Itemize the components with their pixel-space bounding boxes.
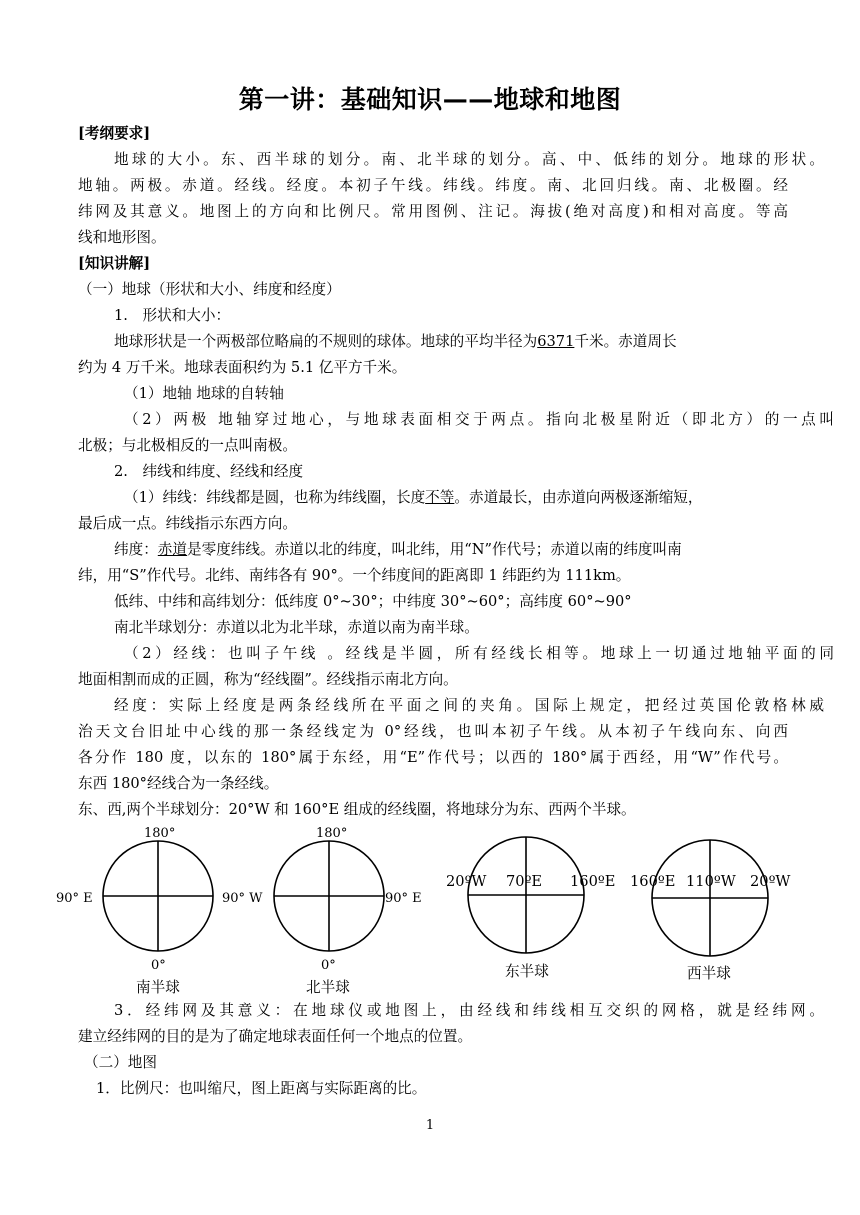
page-number: 1 [425, 1118, 435, 1133]
paragraph-line [78, 487, 834, 509]
east-label-160e: 160ºE [570, 873, 616, 890]
west-label-160e: 160ºE [630, 873, 676, 890]
underlined-text: 赤道 [157, 541, 187, 558]
paragraph-line: 南北半球划分：赤道以北为北半球，赤道以南为南半球。 [114, 619, 479, 636]
text-run: 地球形状是一个两极部位略扁的不规则的球体。地球的平均半径为 [114, 333, 538, 350]
north-caption: 北半球 [306, 979, 350, 996]
west-label-110w: 110ºW [686, 873, 736, 890]
paragraph-line: 1．比例尺：也叫缩尺，图上距离与实际距离的比。 [96, 1080, 427, 1097]
paragraph-line [78, 331, 824, 353]
south-left-label: 90° E [56, 891, 93, 906]
south-right-label: 90° W [222, 891, 263, 906]
section-heading: （二）地图 [84, 1054, 157, 1071]
paragraph-line: （1）地轴 地球的自转轴 [124, 385, 284, 402]
east-label-20w: 20ºW [446, 873, 487, 890]
west-hemisphere-diagram [652, 840, 768, 956]
paragraph-line: 地面相割而成的正圆，称为“经线圈”。经线指示南北方向。 [78, 671, 458, 688]
text-run: 千米。赤道周长 [574, 333, 677, 350]
hemisphere-figure [50, 818, 810, 996]
underlined-text: 不等 [425, 489, 455, 506]
north-right-label: 90° E [385, 891, 422, 906]
west-label-20w: 20ºW [750, 873, 791, 890]
paragraph-line [78, 539, 824, 561]
paragraph-line: 最后成一点。纬线指示东西方向。 [78, 515, 297, 532]
paragraph-line: 3．经纬网及其意义：在地球仪或地图上，由经线和纬线相互交织的网格，就是经纬网。 [114, 1002, 824, 1019]
south-top-label: 180° [144, 826, 176, 841]
south-caption: 南半球 [136, 979, 180, 996]
north-bottom-label: 0° [321, 958, 336, 973]
east-caption: 东半球 [505, 963, 549, 980]
paragraph-line: 低纬、中纬和高纬划分：低纬度 0°~30°；中纬度 30°~60°；高纬度 60°~90° [114, 593, 632, 610]
syllabus-line: 纬网及其意义。地图上的方向和比例尺。常用图例、注记。海拔(绝对高度)和相对高度。等高 [78, 203, 788, 220]
page-title: 第一讲：基础知识——地球和地图 [238, 85, 622, 114]
paragraph-line: 约为 4 万千米。地球表面积约为 5.1 亿平方千米。 [78, 359, 407, 376]
paragraph-line: 经度：实际上经度是两条经线所在平面之间的夹角。国际上规定，把经过英国伦敦格林威 [114, 697, 824, 714]
paragraph-line: （2）两极 地轴穿过地心，与地球表面相交于两点。指向北极星附近（即北方）的一点叫 [124, 411, 834, 428]
paragraph-line: （2）经线：也叫子午线 。经线是半圆，所有经线长相等。地球上一切通过地轴平面的同 [124, 645, 834, 662]
paragraph-line: 建立经纬网的目的是为了确定地球表面任何一个地点的位置。 [78, 1028, 473, 1045]
text-run: 纬度： [114, 541, 158, 558]
south-hemisphere-diagram [103, 841, 213, 951]
underlined-text: 6371 [537, 333, 575, 350]
text-run: 是零度纬线。赤道以北的纬度，叫北纬，用“N”作代号；赤道以南的纬度叫南 [187, 541, 682, 558]
section-heading: （一）地球（形状和大小、纬度和经度） [78, 281, 341, 298]
knowledge-heading: [知识讲解] [78, 255, 151, 272]
east-hemisphere-diagram [468, 837, 584, 953]
paragraph-line: 各分作 180 度，以东的 180°属于东经，用“E”作代号；以西的 180°属于西经，用“W”作代号。 [78, 749, 788, 766]
north-top-label: 180° [316, 826, 348, 841]
east-label-70e: 70ºE [506, 873, 543, 890]
north-hemisphere-diagram [274, 841, 384, 951]
syllabus-heading: [考纲要求] [78, 125, 151, 142]
paragraph-line: 纬，用“S”作代号。北纬、南纬各有 90°。一个纬度间的距离即 1 纬距约为 111km。 [78, 567, 631, 584]
paragraph-line: 北极；与北极相反的一点叫南极。 [78, 437, 297, 454]
south-bottom-label: 0° [151, 958, 166, 973]
west-caption: 西半球 [687, 965, 731, 982]
paragraph-line: 治天文台旧址中心线的那一条经线定为 0°经线，也叫本初子午线。从本初子午线向东、向西 [78, 723, 788, 740]
subsection-heading: 1. 形状和大小： [114, 307, 231, 324]
subsection-heading: 2. 纬线和纬度、经线和经度 [114, 463, 304, 480]
paragraph-line: 东西 180°经线合为一条经线。 [78, 775, 279, 792]
text-run: 。赤道最长，由赤道向两极逐渐缩短， [454, 489, 703, 506]
text-run: （1）纬线：纬线都是圆，也称为纬线圈，长度 [124, 489, 426, 506]
paragraph-line: 东、西,两个半球划分：20°W 和 160°E 组成的经线圈，将地球分为东、西两个半球。 [78, 801, 636, 818]
syllabus-line: 地轴。两极。赤道。经线。经度。本初子午线。纬线。纬度。南、北回归线。南、北极圈。经 [78, 177, 788, 194]
syllabus-line: 地球的大小。东、西半球的划分。南、北半球的划分。高、中、低纬的划分。地球的形状。 [114, 151, 824, 168]
syllabus-line: 线和地形图。 [78, 229, 166, 246]
